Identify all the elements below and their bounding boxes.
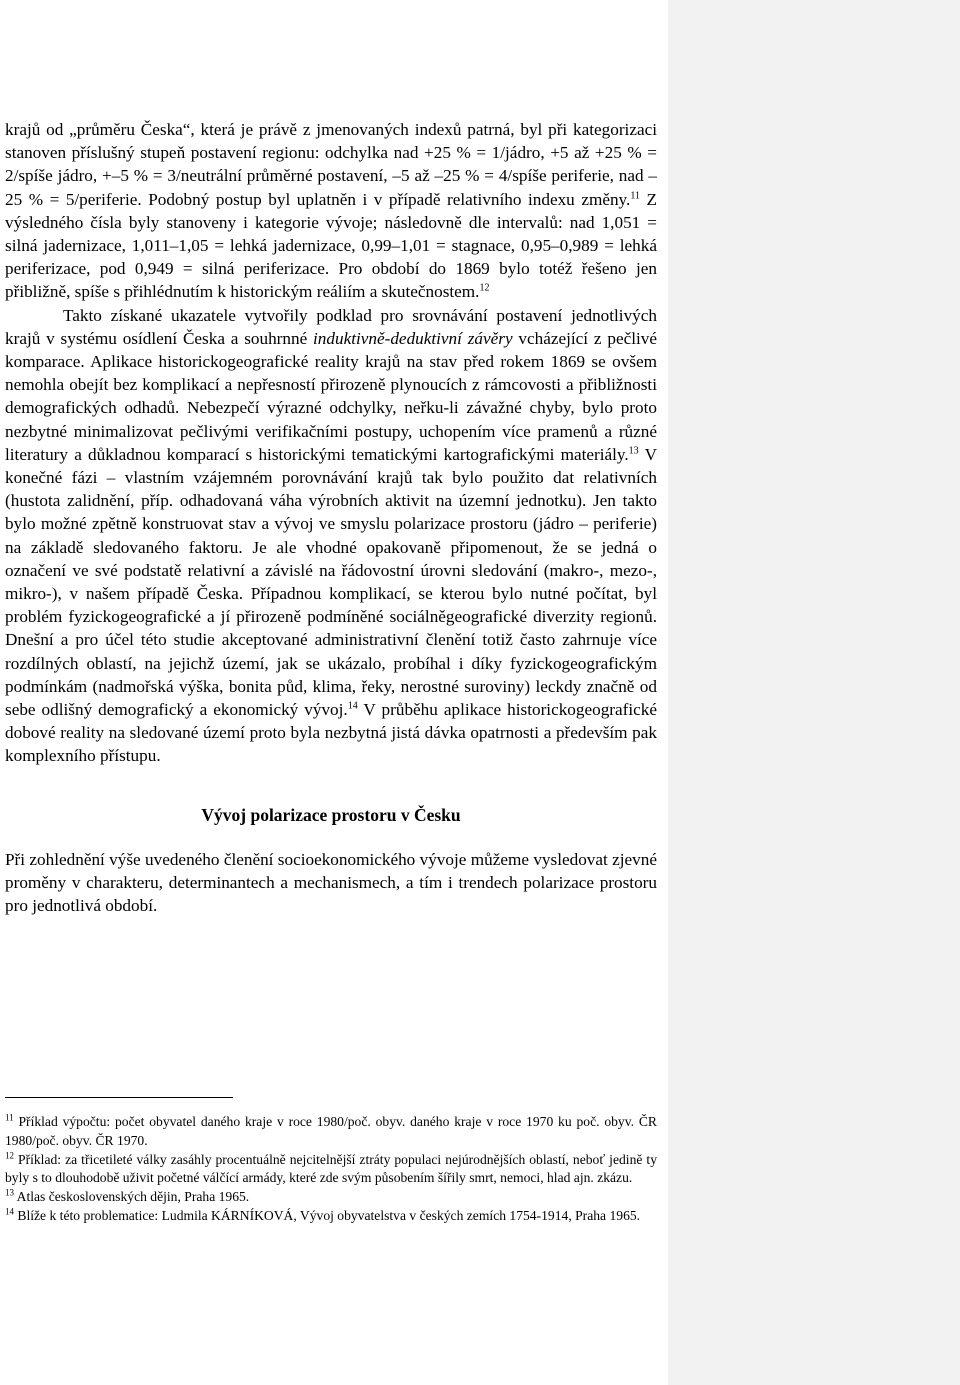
footnote-12 bbox=[5, 1151, 657, 1189]
footnote-text: Atlas československých dějin, Praha 1965. bbox=[14, 1189, 250, 1205]
footnote-number: 12 bbox=[5, 1150, 14, 1161]
paragraph-2-italic: induktivně-deduktivní závěry bbox=[313, 328, 513, 348]
footnote-13 bbox=[5, 1188, 657, 1207]
footnote-number: 13 bbox=[5, 1187, 14, 1198]
paragraph-1-text-b: Z výsledného čísla byly stanoveny i kategorie vývoje; následovně dle intervalů: nad 1,051 = silná jadernizace, 1,011–1,05 = lehká jadernizace, 0,99–1,01 = stagnace, 0,95–0,989 = lehká periferizace, pod 0,949 = silná periferizace. Pro období do 1869 bylo totéž řešeno jen přibližně, spíše s přihlédnutím k historickým reáliím a skutečnostem. bbox=[5, 189, 658, 302]
footnote-14 bbox=[5, 1207, 657, 1226]
footnote-text: Příklad výpočtu: počet obyvatel daného kraje v roce 1980/poč. obyv. daného kraje v roce 1970 ku poč. obyv. ČR 1980/poč. obyv. ČR 1970. bbox=[5, 1114, 657, 1148]
paragraph-2-text-d: V průběhu aplikace historickogeografické dobové reality na sledované území proto byla nezbytná jistá dávka opatrnosti a především pak komplexního přístupu. bbox=[5, 700, 657, 766]
footnote-11 bbox=[5, 1113, 657, 1151]
footnote-ref-12[interactable]: 12 bbox=[479, 282, 490, 294]
comment-margin bbox=[668, 0, 960, 1385]
footnote-number: 14 bbox=[5, 1206, 14, 1217]
footnote-ref-11[interactable]: 11 bbox=[630, 189, 640, 201]
paragraph-2-text-c: V konečné fázi – vlastním vzájemném porovnávání krajů tak bylo použito dat relativních (hustota zalidnění, příp. odhadovaná váha výrobních aktivit na územní jednotku). Jen takto bylo možné zpětně konstruovat stav a vývoj ve smyslu polarizace prostoru (jádro – periferie) na základě sledovaného faktoru. Je ale vhodné opakovaně připomenout, že se jedná o označení ve své podstatě relativní a závislé na řádovostní úrovni sledování (makro-, mezo-, mikro-), v našem případě Česka. Případnou komplikací, se kterou bylo nutné počítat, byl problém fyzickogeografické a jí přirozeně podmíněné sociálněgeografické diverzity regionů. Dnešní a pro účel této studie akceptované administrativní členění totiž často zahrnuje více rozdílných oblastí, na jejichž území, jak se ukázalo, probíhal i díky fyzickogeografickým podmínkám (nadmořská výška, bonita půd, klima, řeky, nerostné suroviny) leckdy značně od sebe odlišný demografický a ekonomický vývoj. bbox=[5, 444, 657, 720]
paragraph-2-text-b: vcházející z pečlivé komparace. Aplikace historickogeografické reality krajů na stav před rokem 1869 se ovšem nemohla obejít bez komplikací a nepřesností přirozeně plynoucích z rámcovosti a přibližnosti demografických odhadů. Nebezpečí výrazné odchylky, neřku-li závažné chyby, bylo proto nezbytné minimalizovat pečlivými verifikačními postupy, uchopením více pramenů a různé literatury a důkladnou komparací s historickými tematickými kartografickými materiály. bbox=[5, 328, 657, 464]
paragraph-1-text-a: krajů od „průměru Česka“, která je právě z jmenovaných indexů patrná, byl při kategorizaci stanoven příslušný stupeň postavení regionu: odchylka nad +25 % = 1/jádro, +5 až +25 % = 2/spíše jádro, +–5 % = 3/neutrální průměrné postavení, –5 až –25 % = 4/spíše periferie, nad –25 % = 5/periferie. Podobný postup byl uplatněn i v případě relativního indexu změny. bbox=[5, 120, 657, 209]
page-body bbox=[5, 118, 657, 917]
footnote-separator bbox=[5, 1097, 233, 1098]
footnote-number: 11 bbox=[5, 1112, 14, 1123]
footnote-ref-13[interactable]: 13 bbox=[628, 445, 639, 457]
section-heading: Vývoj polarizace prostoru v Česku bbox=[201, 804, 461, 825]
footnote-ref-14[interactable]: 14 bbox=[347, 700, 358, 712]
paragraph-2-text-a: Takto získané ukazatele vytvořily podklad pro srovnávání postavení jednotlivých krajů v systému osídlení Česka a souhrnné bbox=[5, 305, 657, 348]
paragraph-2 bbox=[5, 304, 657, 768]
paragraph-3: Při zohlednění výše uvedeného členění socioekonomického vývoje můžeme vysledovat zjevné proměny v charakteru, determinantech a mechanismech, a tím i trendech polarizace prostoru pro jednotlivá období. bbox=[5, 849, 657, 916]
footnote-text: Příklad: za třicetileté války zasáhly procentuálně nejcitelnější ztráty populaci nejúrodnějších oblastí, neboť jedině ty byly s to dlouhodobě uživit početné válčící armády, které zde svým působením šířily smrt, nemoci, hlad ajn. zkázu. bbox=[5, 1151, 657, 1186]
footnotes bbox=[5, 1097, 657, 1226]
footnote-text: Blíže k této problematice: Ludmila KÁRNÍKOVÁ, Vývoj obyvatelstva v českých zemích 1754-1914, Praha 1965. bbox=[14, 1207, 641, 1223]
paragraph-1 bbox=[5, 118, 657, 304]
